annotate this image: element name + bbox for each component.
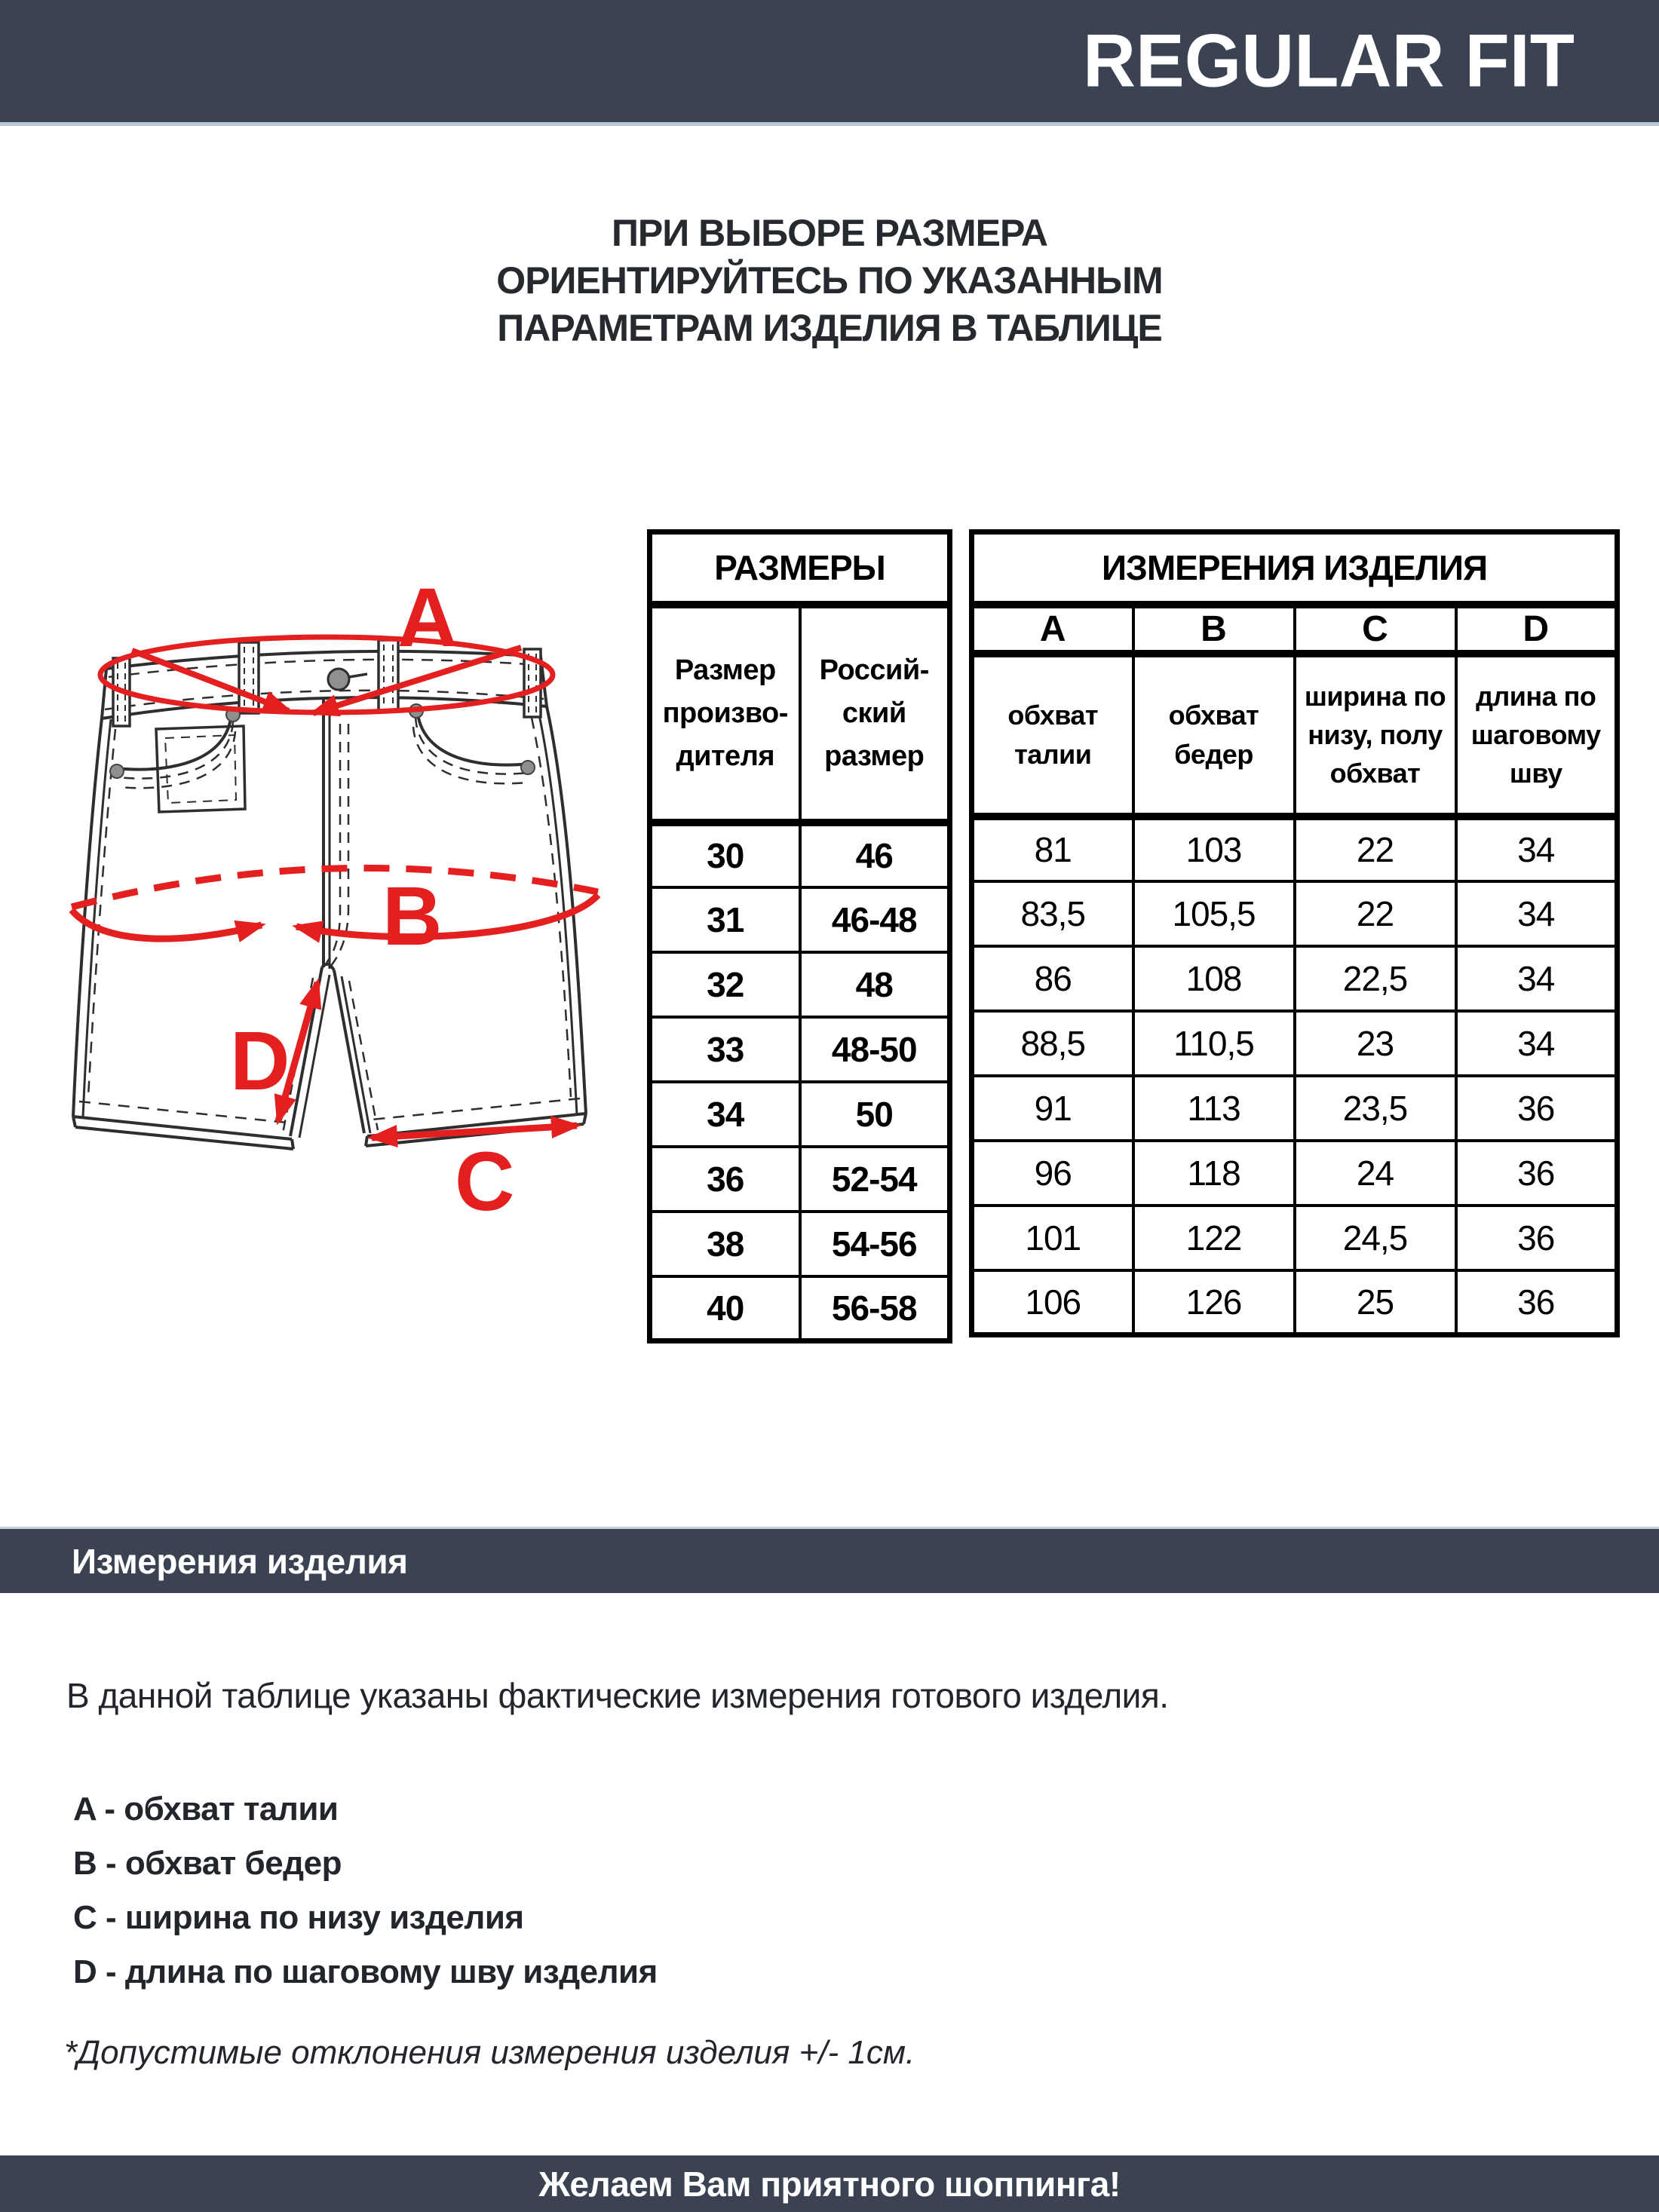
- manufacturer-size-line: Размер: [674, 654, 776, 686]
- size-cell: 30: [650, 823, 800, 887]
- russian-size-line: размер: [824, 740, 925, 772]
- size-cell: 46-48: [800, 887, 950, 952]
- tolerance-disclaimer: *Допустимые отклонения измерения изделия +/- 1см.: [64, 2034, 915, 2071]
- col-desc-c: [1295, 654, 1456, 816]
- measure-cell: 36: [1456, 1141, 1618, 1206]
- label-c: C: [455, 1135, 515, 1225]
- size-cell: 31: [650, 887, 800, 952]
- shorts-outline: [73, 640, 586, 1149]
- measure-cell: 105,5: [1133, 881, 1295, 946]
- manufacturer-size-line: произво-: [662, 697, 788, 729]
- col-letter-c: C: [1295, 605, 1456, 654]
- measure-cell: 86: [972, 946, 1133, 1011]
- size-cell: 46: [800, 823, 950, 887]
- legend-item-b: B - обхват бедер: [73, 1845, 342, 1882]
- measure-cell: 81: [972, 816, 1133, 881]
- measure-row: [972, 1141, 1618, 1206]
- desc-line: обхват: [1329, 758, 1421, 789]
- intro-line-2: ОРИЕНТИРУЙТЕСЬ ПО УКАЗАННЫМ: [496, 259, 1163, 302]
- label-a: A: [397, 571, 458, 664]
- intro-line-1: ПРИ ВЫБОРЕ РАЗМЕРА: [611, 212, 1048, 254]
- col-desc-b: [1133, 654, 1295, 816]
- measurements-section-band: [0, 1527, 1659, 1593]
- size-row: [650, 1276, 950, 1341]
- label-b: B: [382, 870, 443, 963]
- desc-line: шаговому: [1470, 718, 1601, 750]
- size-cell: 32: [650, 952, 800, 1017]
- measure-cell: 88,5: [972, 1011, 1133, 1076]
- measure-cell: 34: [1456, 816, 1618, 881]
- manufacturer-size-line: дителя: [676, 740, 775, 772]
- size-row: [650, 887, 950, 952]
- shorts-measurement-diagram: [41, 569, 675, 1225]
- measure-cell: 24: [1295, 1141, 1456, 1206]
- table-note-paragraph: В данной таблице указаны фактические измерения готового изделия.: [66, 1676, 1169, 1715]
- col-desc-d: [1456, 654, 1618, 816]
- measure-cell: 24,5: [1295, 1206, 1456, 1270]
- desc-line: талии: [1014, 738, 1092, 770]
- legend-item-a: A - обхват талии: [73, 1791, 339, 1828]
- measure-cell: 113: [1133, 1076, 1295, 1141]
- desc-line: шву: [1509, 758, 1562, 789]
- measure-cell: 106: [972, 1270, 1133, 1335]
- measure-cell: 25: [1295, 1270, 1456, 1335]
- measure-cell: 36: [1456, 1270, 1618, 1335]
- measure-row: [972, 1270, 1618, 1335]
- measure-row: [972, 1206, 1618, 1270]
- measure-cell: 34: [1456, 1011, 1618, 1076]
- measure-row: [972, 881, 1618, 946]
- intro-line-3: ПАРАМЕТРАМ ИЗДЕЛИЯ В ТАБЛИЦЕ: [497, 307, 1162, 349]
- measure-row: [972, 946, 1618, 1011]
- sizes-table: [647, 529, 952, 1343]
- desc-line: обхват: [1007, 700, 1099, 731]
- russian-size-line: ский: [842, 697, 906, 729]
- size-row: [650, 1212, 950, 1276]
- size-row: [650, 823, 950, 887]
- size-row: [650, 1082, 950, 1147]
- footer-bar: [0, 2155, 1659, 2212]
- size-cell: 50: [800, 1082, 950, 1147]
- size-cell: 34: [650, 1082, 800, 1147]
- measure-cell: 34: [1456, 946, 1618, 1011]
- size-row: [650, 1017, 950, 1082]
- size-cell: 52-54: [800, 1147, 950, 1212]
- measure-row: [972, 1011, 1618, 1076]
- measure-cell: 126: [1133, 1270, 1295, 1335]
- top-bar: [0, 0, 1659, 126]
- size-cell: 48: [800, 952, 950, 1017]
- size-cell: 56-58: [800, 1276, 950, 1341]
- label-d: D: [230, 1015, 290, 1108]
- intro-heading: [0, 210, 1659, 352]
- size-cell: 36: [650, 1147, 800, 1212]
- section-band-title: Измерения изделия: [72, 1541, 408, 1581]
- size-cell: 54-56: [800, 1212, 950, 1276]
- col-letter-a: A: [972, 605, 1133, 654]
- sizes-table-title: РАЗМЕРЫ: [650, 532, 950, 605]
- fit-title: REGULAR FIT: [1082, 18, 1575, 103]
- measure-cell: 22,5: [1295, 946, 1456, 1011]
- desc-line: длина по: [1476, 680, 1596, 712]
- measure-cell: 91: [972, 1076, 1133, 1141]
- measure-cell: 122: [1133, 1206, 1295, 1270]
- size-row: [650, 952, 950, 1017]
- footer-text: Желаем Вам приятного шоппинга!: [538, 2164, 1121, 2204]
- desc-line: низу, полу: [1308, 718, 1443, 750]
- desc-line: обхват: [1168, 700, 1259, 731]
- russian-size-header: [800, 605, 950, 823]
- size-cell: 48-50: [800, 1017, 950, 1082]
- hip-arrow-right: [296, 895, 598, 937]
- measurements-table-title: ИЗМЕРЕНИЯ ИЗДЕЛИЯ: [972, 532, 1618, 605]
- measure-cell: 101: [972, 1206, 1133, 1270]
- desc-line: бедер: [1174, 738, 1253, 770]
- measure-cell: 103: [1133, 816, 1295, 881]
- size-cell: 40: [650, 1276, 800, 1341]
- size-row: [650, 1147, 950, 1212]
- desc-line: ширина по: [1304, 680, 1446, 712]
- col-desc-a: [972, 654, 1133, 816]
- size-cell: 38: [650, 1212, 800, 1276]
- legend-item-c: C - ширина по низу изделия: [73, 1899, 524, 1936]
- measure-cell: 118: [1133, 1141, 1295, 1206]
- measure-cell: 23: [1295, 1011, 1456, 1076]
- measure-cell: 108: [1133, 946, 1295, 1011]
- measure-row: [972, 1076, 1618, 1141]
- measure-row: [972, 816, 1618, 881]
- measure-cell: 36: [1456, 1076, 1618, 1141]
- measure-cell: 36: [1456, 1206, 1618, 1270]
- measurements-table: [969, 529, 1620, 1337]
- measure-cell: 96: [972, 1141, 1133, 1206]
- measure-cell: 22: [1295, 816, 1456, 881]
- manufacturer-size-header: [650, 605, 800, 823]
- size-cell: 33: [650, 1017, 800, 1082]
- measure-cell: 83,5: [972, 881, 1133, 946]
- measure-cell: 22: [1295, 881, 1456, 946]
- measure-cell: 34: [1456, 881, 1618, 946]
- col-letter-d: D: [1456, 605, 1618, 654]
- measure-cell: 110,5: [1133, 1011, 1295, 1076]
- russian-size-line: Россий-: [819, 654, 929, 686]
- measure-cell: 23,5: [1295, 1076, 1456, 1141]
- col-letter-b: B: [1133, 605, 1295, 654]
- legend-item-d: D - длина по шаговому шву изделия: [73, 1953, 658, 1990]
- hip-ellipse-dashed: [72, 868, 598, 907]
